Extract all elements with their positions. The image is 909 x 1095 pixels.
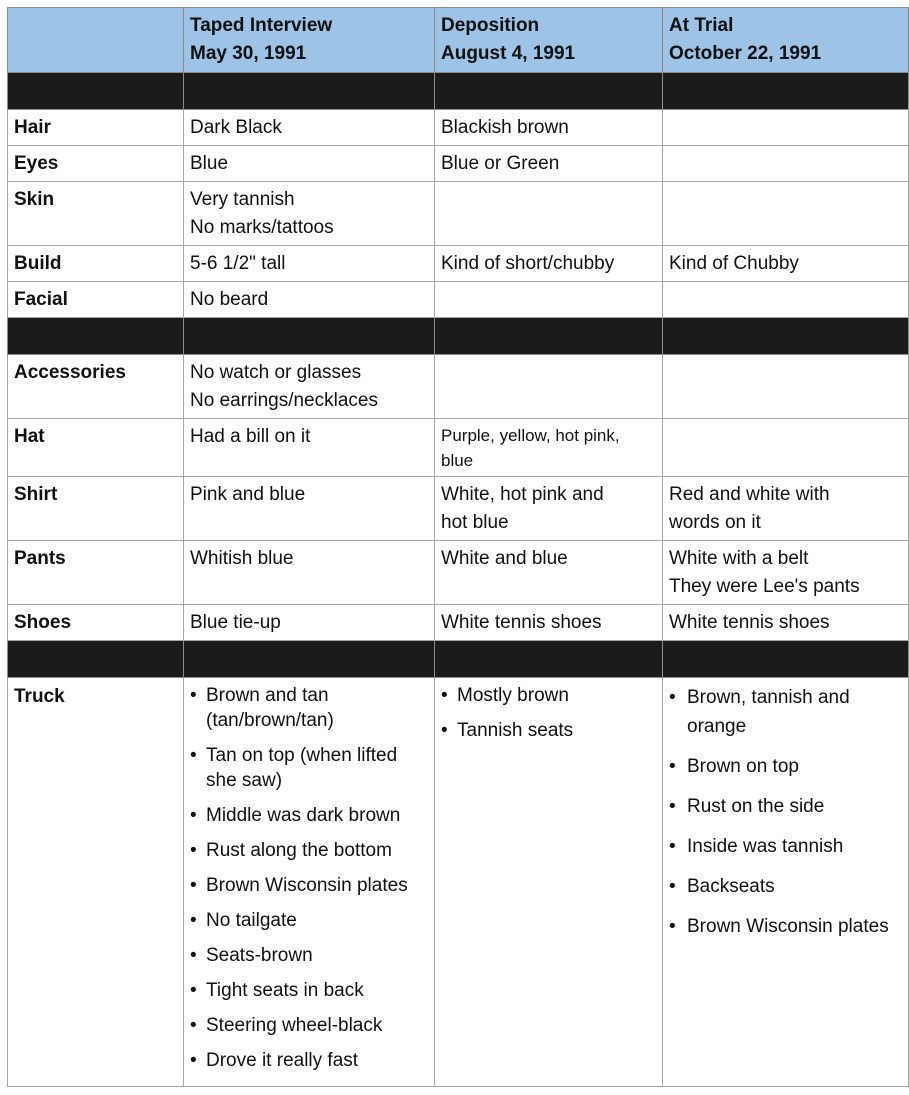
- list-item: [669, 752, 902, 781]
- list-item: [190, 1013, 428, 1038]
- row-label: Pants: [8, 541, 184, 605]
- table-row-shirt: [8, 477, 909, 541]
- table-row-hat: [8, 419, 909, 477]
- list-item-text: Backseats: [687, 876, 775, 897]
- header-col1-title: Taped Interview: [190, 15, 333, 36]
- bullet-icon: •: [669, 687, 676, 708]
- list-item-text: Brown, tannish and orange: [687, 687, 850, 737]
- cell: No beard: [184, 282, 435, 318]
- cell-line: White with a belt: [669, 548, 809, 569]
- row-label: Skin: [8, 182, 184, 246]
- cell: 5-6 1/2" tall: [184, 246, 435, 282]
- cell-line: Very tannish: [190, 189, 295, 210]
- table-row-build: [8, 246, 909, 282]
- cell: Blue: [184, 146, 435, 182]
- bullet-icon: •: [190, 875, 197, 896]
- header-col2-date: August 4, 1991: [441, 43, 576, 64]
- list-item: [190, 943, 428, 968]
- bullet-icon: •: [441, 685, 448, 706]
- list-item: [190, 683, 428, 733]
- header-taped-interview: [184, 8, 435, 73]
- cell: Kind of Chubby: [663, 246, 909, 282]
- list-item: [669, 832, 902, 861]
- list-item: [190, 873, 428, 898]
- cell: Dark Black: [184, 110, 435, 146]
- cell: [184, 355, 435, 419]
- cell: [663, 110, 909, 146]
- bullet-icon: •: [190, 685, 197, 706]
- cell: [663, 282, 909, 318]
- cell: [663, 355, 909, 419]
- list-item-text: Inside was tannish: [687, 836, 844, 857]
- table-row-hair: [8, 110, 909, 146]
- header-col3-title: At Trial: [669, 15, 734, 36]
- bullet-icon: •: [669, 796, 676, 817]
- bullet-icon: •: [669, 916, 676, 937]
- cell: Whitish blue: [184, 541, 435, 605]
- header-col3-date: October 22, 1991: [669, 43, 822, 64]
- bullet-icon: •: [190, 840, 197, 861]
- table-row-accessories: [8, 355, 909, 419]
- list-item-text: Tight seats in back: [206, 980, 364, 1001]
- section-divider: [8, 641, 909, 678]
- cell: [435, 182, 663, 246]
- comparison-table: [7, 7, 909, 1087]
- bullet-icon: •: [190, 805, 197, 826]
- bullet-icon: •: [190, 745, 197, 766]
- row-label: Eyes: [8, 146, 184, 182]
- row-label: Shirt: [8, 477, 184, 541]
- cell: Purple, yellow, hot pink, blue: [435, 419, 663, 477]
- list-item: [190, 803, 428, 828]
- cell: [435, 678, 663, 1087]
- bullet-icon: •: [190, 980, 197, 1001]
- cell: Blue tie-up: [184, 605, 435, 641]
- list-item: [669, 683, 902, 741]
- header-at-trial: [663, 8, 909, 73]
- list-item: [441, 718, 656, 743]
- cell: White tennis shoes: [663, 605, 909, 641]
- bullet-icon: •: [441, 720, 448, 741]
- cell: Kind of short/chubby: [435, 246, 663, 282]
- cell: [435, 355, 663, 419]
- cell-line: No marks/tattoos: [190, 217, 334, 238]
- list-item: [441, 683, 656, 708]
- truck-list-deposition: [441, 683, 656, 743]
- cell: Pink and blue: [184, 477, 435, 541]
- header-row: [8, 8, 909, 73]
- cell-line: No watch or glasses: [190, 362, 362, 383]
- list-item-text: Tan on top (when lifted she saw): [206, 745, 398, 791]
- cell-line: They were Lee's pants: [669, 576, 860, 597]
- list-item-text: No tailgate: [206, 910, 297, 931]
- cell: [663, 541, 909, 605]
- section-divider: [8, 73, 909, 110]
- bullet-icon: •: [190, 1015, 197, 1036]
- bullet-icon: •: [190, 1050, 197, 1071]
- cell-line: White, hot pink and: [441, 484, 604, 505]
- bullet-icon: •: [190, 910, 197, 931]
- header-col2-title: Deposition: [441, 15, 540, 36]
- cell: [663, 477, 909, 541]
- cell: [663, 419, 909, 477]
- list-item: [190, 1048, 428, 1073]
- bullet-icon: •: [190, 945, 197, 966]
- list-item: [669, 792, 902, 821]
- cell: White and blue: [435, 541, 663, 605]
- table-row-facial: [8, 282, 909, 318]
- section-divider: [8, 318, 909, 355]
- row-label: Build: [8, 246, 184, 282]
- list-item: [190, 908, 428, 933]
- list-item-text: Rust along the bottom: [206, 840, 392, 861]
- row-label: Hat: [8, 419, 184, 477]
- cell-line: No earrings/necklaces: [190, 390, 378, 411]
- table-row-skin: [8, 182, 909, 246]
- bullet-icon: •: [669, 756, 676, 777]
- table-row-shoes: [8, 605, 909, 641]
- row-label: Accessories: [8, 355, 184, 419]
- row-label: Shoes: [8, 605, 184, 641]
- cell: [663, 678, 909, 1087]
- list-item-text: Brown Wisconsin plates: [206, 875, 408, 896]
- cell: [184, 678, 435, 1087]
- row-label: Truck: [8, 678, 184, 1087]
- list-item-text: Tannish seats: [457, 720, 574, 741]
- list-item-text: Mostly brown: [457, 685, 569, 706]
- list-item: [669, 912, 902, 941]
- cell: Blue or Green: [435, 146, 663, 182]
- cell: [663, 182, 909, 246]
- list-item-text: Brown on top: [687, 756, 799, 777]
- list-item-text: Middle was dark brown: [206, 805, 401, 826]
- cell: [435, 477, 663, 541]
- list-item-text: Drove it really fast: [206, 1050, 359, 1071]
- row-label: Hair: [8, 110, 184, 146]
- cell-line: words on it: [669, 512, 761, 533]
- truck-list-interview: [190, 683, 428, 1073]
- list-item-text: Steering wheel-black: [206, 1015, 383, 1036]
- list-item-text: Seats-brown: [206, 945, 313, 966]
- table-row-eyes: [8, 146, 909, 182]
- list-item: [190, 838, 428, 863]
- list-item: [669, 872, 902, 901]
- cell: [435, 282, 663, 318]
- list-item-text: Brown Wisconsin plates: [687, 916, 889, 937]
- truck-list-trial: [669, 683, 902, 941]
- table-row-pants: [8, 541, 909, 605]
- cell: [663, 146, 909, 182]
- cell: Had a bill on it: [184, 419, 435, 477]
- header-corner: [8, 8, 184, 73]
- cell: [184, 182, 435, 246]
- cell-line: hot blue: [441, 512, 509, 533]
- bullet-icon: •: [669, 836, 676, 857]
- cell: Blackish brown: [435, 110, 663, 146]
- cell: White tennis shoes: [435, 605, 663, 641]
- table-row-truck: [8, 678, 909, 1087]
- list-item: [190, 978, 428, 1003]
- header-col1-date: May 30, 1991: [190, 43, 307, 64]
- row-label: Facial: [8, 282, 184, 318]
- list-item: [190, 743, 428, 793]
- cell-line: Red and white with: [669, 484, 830, 505]
- header-deposition: [435, 8, 663, 73]
- list-item-text: Rust on the side: [687, 796, 825, 817]
- list-item-text: Brown and tan (tan/brown/tan): [206, 685, 334, 731]
- bullet-icon: •: [669, 876, 676, 897]
